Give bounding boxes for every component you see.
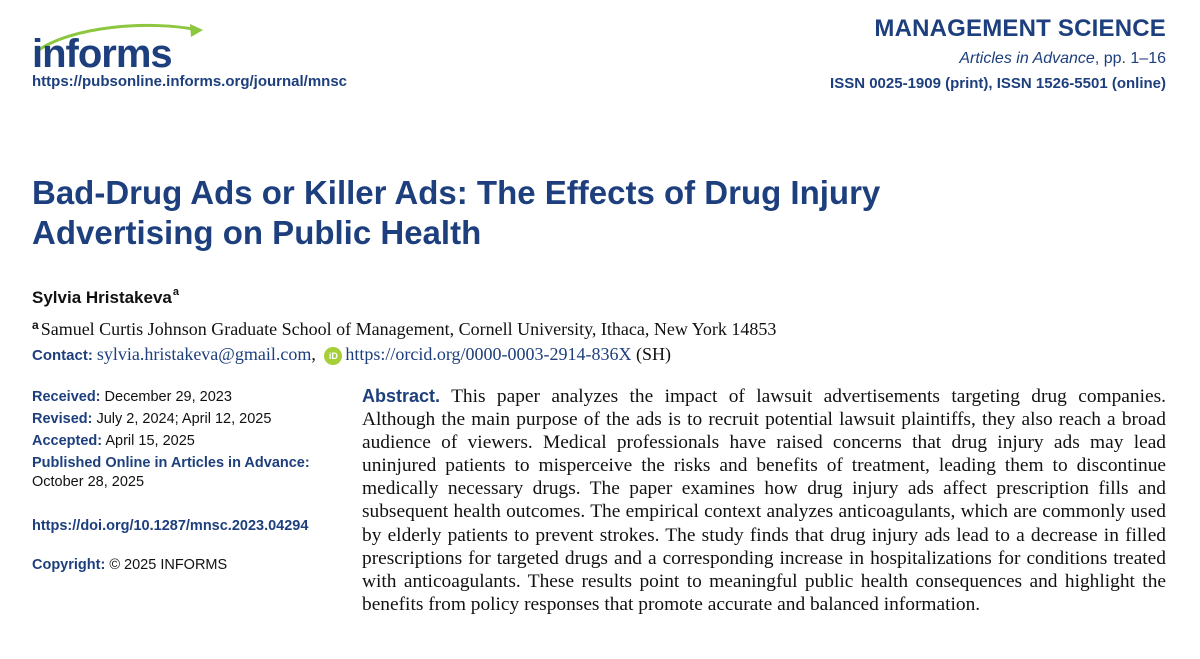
- author-affiliation-marker: a: [172, 286, 180, 298]
- affiliation-text: Samuel Curtis Johnson Graduate School of Management, Cornell University, Ithaca, New York 14853: [40, 319, 777, 339]
- journal-url-link[interactable]: https://pubsonline.informs.org/journal/mnsc: [32, 73, 348, 90]
- abstract: [362, 385, 1166, 616]
- orcid-icon: iD: [324, 347, 342, 365]
- received-row: [32, 388, 332, 407]
- revised-label: Revised:: [32, 411, 93, 427]
- page-range: , pp. 1–16: [1094, 50, 1166, 67]
- accepted-date: April 15, 2025: [105, 433, 195, 449]
- published-label: Published Online in Articles in Advance:: [32, 455, 310, 471]
- revised-date: July 2, 2024; April 12, 2025: [96, 411, 272, 427]
- title-line-1: Bad-Drug Ads or Killer Ads: The Effects of Drug Injury: [32, 174, 881, 211]
- published-row: [32, 454, 332, 473]
- article-history: [32, 388, 332, 495]
- journal-name: MANAGEMENT SCIENCE: [874, 15, 1166, 42]
- affiliation-marker: a: [32, 318, 39, 332]
- masthead: [830, 15, 1166, 92]
- contact-email-link[interactable]: sylvia.hristakeva@gmail.com: [96, 344, 312, 364]
- contact-line: [32, 344, 671, 365]
- copyright-label: Copyright:: [32, 557, 106, 573]
- received-label: Received:: [32, 389, 101, 405]
- received-date: December 29, 2023: [104, 389, 232, 405]
- abstract-text: This paper analyzes the impact of lawsuit advertisements targeting drug companies. Although the main purpose of the ads is to recruit potential lawsuit plaintiffs, they also reach a broad audience of viewers. Medical professionals have raised concerns that drug injury ads may lead uninjured patients to misperceive the risks and benefits of treatment, leading them to discontinue medically necessary drugs. The paper examines how drug injury ads affect prescription fills and subsequent health outcomes. The empirical context analyzes anticoagulants, which are commonly used by elderly patients to prevent strokes. The study finds that drug injury ads lead to a decrease in filled prescriptions for targeted drugs and a corresponding increase in hospitalizations for conditions treated with anticoagulants. These results point to meaningful public health consequences and highlight the benefits from policy responses that promote accurate and balanced information.: [362, 386, 1167, 615]
- contact-label: Contact:: [32, 347, 93, 364]
- contact-initials: (SH): [636, 344, 672, 364]
- articles-in-advance-line: [830, 50, 1166, 68]
- affiliation: [32, 318, 776, 340]
- issn-line: ISSN 0025-1909 (print), ISSN 1526-5501 (online): [830, 75, 1166, 92]
- copyright: [32, 557, 227, 573]
- author-text: Sylvia Hristakeva: [32, 288, 172, 307]
- paper-title: [32, 173, 1032, 253]
- title-line-2: Advertising on Public Health: [32, 214, 482, 251]
- copyright-text: © 2025 INFORMS: [109, 557, 228, 573]
- orcid-link[interactable]: https://orcid.org/0000-0003-2914-836X: [345, 344, 632, 364]
- logo-text: informs: [32, 32, 172, 72]
- articles-in-advance-label: Articles in Advance: [959, 50, 1095, 67]
- accepted-label: Accepted:: [32, 433, 103, 449]
- doi-link[interactable]: https://doi.org/10.1287/mnsc.2023.04294: [32, 518, 309, 534]
- informs-logo: [30, 22, 205, 72]
- logo-arrow-head: [190, 24, 203, 37]
- author-name: [32, 286, 179, 308]
- accepted-row: [32, 432, 332, 451]
- published-date: October 28, 2025: [32, 474, 145, 490]
- abstract-label: Abstract.: [362, 386, 441, 406]
- contact-separator: ,: [311, 344, 316, 364]
- revised-row: [32, 410, 332, 429]
